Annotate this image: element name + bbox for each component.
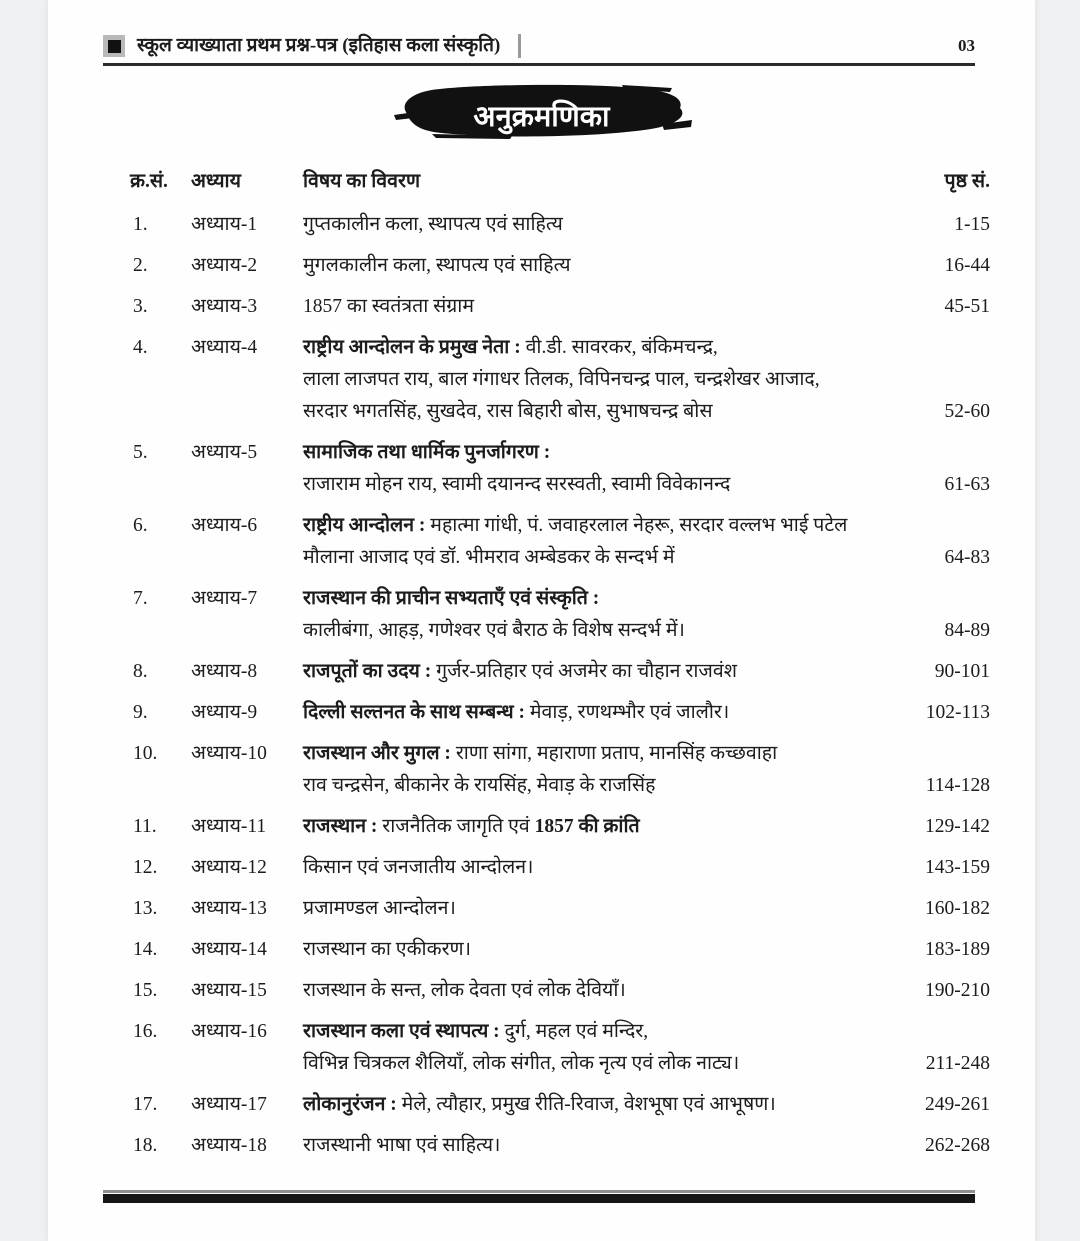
row-pages: 90-101 [934,661,990,682]
description-line: राजस्थान की प्राचीन सभ्यताएँ एवं संस्कृति : [303,588,600,609]
row-description [303,656,890,688]
description-line: विभिन्न चित्रकल शैलियाँ, लोक संगीत, लोक नृत्य एवं लोक नाट्य। [303,1053,740,1074]
description-line: राजपूतों का उदय : गुर्जर-प्रतिहार एवं अजमेर का चौहान राजवंश [303,661,737,682]
row-chapter: अध्याय-12 [191,857,267,878]
row-serial: 1. [133,214,148,235]
row-pages: 45-51 [944,296,990,317]
row-pages: 143-159 [925,857,990,878]
toc-row [103,510,990,574]
toc-header-row [103,166,990,193]
row-serial: 9. [133,702,148,723]
row-chapter: अध्याय-11 [191,816,267,837]
row-serial: 11. [133,816,157,837]
toc-rows [103,209,990,1162]
row-serial: 16. [133,1021,158,1042]
description-line: 1857 का स्वतंत्रता संग्राम [303,296,475,317]
row-description [303,1130,890,1162]
row-serial: 2. [133,255,148,276]
row-serial: 14. [133,939,158,960]
row-pages: 160-182 [925,898,990,919]
toc-row [103,437,990,501]
row-pages: 129-142 [925,816,990,837]
col-header-serial: क्र.सं. [130,171,168,192]
toc-row [103,332,990,428]
description-line: राजस्थान का एकीकरण। [303,939,472,960]
row-chapter: अध्याय-9 [191,702,258,723]
row-description [303,510,890,574]
description-line: कालीबंगा, आहड़, गणेश्वर एवं बैराठ के विशेष सन्दर्भ में। [303,620,685,641]
row-pages: 1-15 [954,214,990,235]
row-chapter: अध्याय-3 [191,296,258,317]
row-serial: 4. [133,337,148,358]
row-pages: 114-128 [925,775,990,796]
row-chapter: अध्याय-6 [191,515,258,536]
row-pages: 211-248 [925,1053,990,1074]
description-line: राजस्थान कला एवं स्थापत्य : दुर्ग, महल एवं मन्दिर, [303,1021,649,1042]
page-title: अनुक्रमणिका [473,100,610,133]
description-line: राजाराम मोहन राय, स्वामी दयानन्द सरस्वती, स्वामी विवेकानन्द [303,474,731,495]
row-chapter: अध्याय-7 [191,588,258,609]
description-line: सामाजिक तथा धार्मिक पुनर्जागरण : [303,442,551,463]
description-line: गुप्तकालीन कला, स्थापत्य एवं साहित्य [303,214,563,235]
row-chapter: अध्याय-16 [191,1021,267,1042]
toc-row [103,1130,990,1162]
row-chapter: अध्याय-5 [191,442,258,463]
description-line: प्रजामण्डल आन्दोलन। [303,898,456,919]
row-serial: 3. [133,296,148,317]
row-description [303,852,890,884]
row-description [303,697,890,729]
description-line: लोकानुरंजन : मेले, त्यौहार, प्रमुख रीति-रिवाज, वेशभूषा एवं आभूषण। [303,1094,776,1115]
description-line: लाला लाजपत राय, बाल गंगाधर तिलक, विपिनचन्द्र पाल, चन्द्रशेखर आजाद, [303,369,820,390]
row-serial: 5. [133,442,148,463]
row-pages: 262-268 [925,1135,990,1156]
toc-row [103,656,990,688]
row-description [303,738,890,802]
description-line: दिल्ली सल्तनत के साथ सम्बन्ध : मेवाड़, रणथम्भौर एवं जालौर। [303,702,730,723]
row-chapter: अध्याय-4 [191,337,258,358]
toc-row [103,697,990,729]
description-line: राष्ट्रीय आन्दोलन के प्रमुख नेता : वी.डी. सावरकर, बंकिमचन्द्र, [303,337,718,358]
header-separator-bar [518,34,521,58]
description-line: राष्ट्रीय आन्दोलन : महात्मा गांधी, पं. जवाहरलाल नेहरू, सरदार वल्लभ भाई पटेल [303,515,848,536]
row-description [303,1016,890,1080]
row-chapter: अध्याय-1 [191,214,258,235]
description-line: राजस्थानी भाषा एवं साहित्य। [303,1135,501,1156]
row-serial: 7. [133,588,148,609]
description-line: मुगलकालीन कला, स्थापत्य एवं साहित्य [303,255,571,276]
row-description [303,250,890,282]
header-title: स्कूल व्याख्याता प्रथम प्रश्न-पत्र (इतिहास कला संस्कृति) [137,34,501,56]
row-description [303,437,890,501]
row-pages: 52-60 [944,401,990,422]
toc-row [103,934,990,966]
row-chapter: अध्याय-8 [191,661,258,682]
row-serial: 12. [133,857,158,878]
row-pages: 16-44 [944,255,990,276]
row-chapter: अध्याय-13 [191,898,267,919]
row-serial: 6. [133,515,148,536]
toc-row [103,893,990,925]
row-description [303,975,890,1007]
toc-row [103,811,990,843]
row-description [303,209,890,241]
page-number: 03 [958,36,975,55]
toc-row [103,1016,990,1080]
description-line: किसान एवं जनजातीय आन्दोलन। [303,857,534,878]
row-pages: 64-83 [944,547,990,568]
description-line: राजस्थान और मुगल : राणा सांगा, महाराणा प्रताप, मानसिंह कच्छवाहा [303,743,778,764]
toc-row [103,291,990,323]
description-line: राजस्थान के सन्त, लोक देवता एवं लोक देवियाँ। [303,980,626,1001]
row-description [303,583,890,647]
description-line: सरदार भगतसिंह, सुखदेव, रास बिहारी बोस, सुभाषचन्द्र बोस [303,401,713,422]
row-description [303,893,890,925]
toc-row [103,852,990,884]
row-serial: 8. [133,661,148,682]
toc-row [103,250,990,282]
description-line: राव चन्द्रसेन, बीकानेर के रायसिंह, मेवाड़ के राजसिंह [303,775,656,796]
header-left [103,34,521,58]
row-description [303,811,890,843]
row-serial: 18. [133,1135,158,1156]
row-pages: 183-189 [925,939,990,960]
row-pages: 84-89 [944,620,990,641]
row-pages: 190-210 [925,980,990,1001]
row-description [303,1089,890,1121]
row-serial: 13. [133,898,158,919]
row-chapter: अध्याय-14 [191,939,267,960]
description-line: मौलाना आजाद एवं डॉ. भीमराव अम्बेडकर के सन्दर्भ में [303,547,675,568]
row-pages: 249-261 [925,1094,990,1115]
toc-row [103,209,990,241]
toc-row [103,975,990,1007]
row-chapter: अध्याय-2 [191,255,258,276]
row-serial: 15. [133,980,158,1001]
document-page [48,0,1035,1241]
bullet-square-icon [103,35,125,57]
row-pages: 61-63 [944,474,990,495]
page-header [103,34,975,58]
footer-rule [103,1190,975,1203]
row-description [303,291,890,323]
row-chapter: अध्याय-15 [191,980,267,1001]
row-pages: 102-113 [925,702,990,723]
row-description [303,332,890,428]
row-chapter: अध्याय-18 [191,1135,267,1156]
description-line: राजस्थान : राजनैतिक जागृति एवं 1857 की क्रांति [303,816,640,837]
header-rule [103,63,975,66]
title-banner-wrap [48,82,1035,140]
toc-row [103,1089,990,1121]
toc-row [103,583,990,647]
row-serial: 10. [133,743,158,764]
row-chapter: अध्याय-10 [191,743,267,764]
col-header-subject: विषय का विवरण [303,171,421,192]
title-brush-banner [392,82,692,140]
toc-row [103,738,990,802]
toc-table [103,166,990,1162]
row-description [303,934,890,966]
col-header-chapter: अध्याय [191,171,241,192]
col-header-pages: पृष्ठ सं. [944,171,990,192]
row-chapter: अध्याय-17 [191,1094,267,1115]
row-serial: 17. [133,1094,158,1115]
